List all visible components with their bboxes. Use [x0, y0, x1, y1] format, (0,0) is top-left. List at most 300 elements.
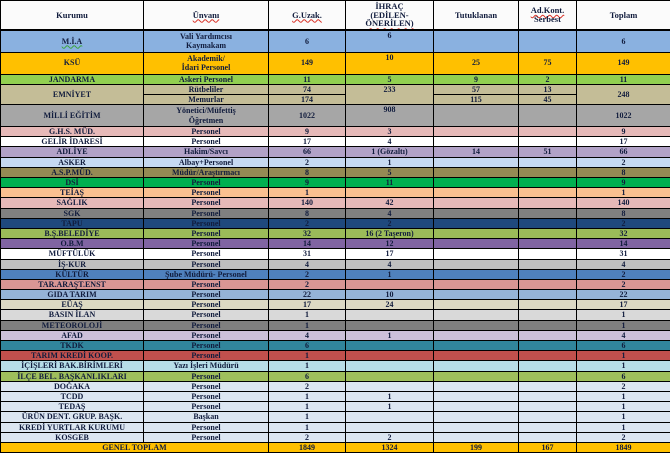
cell-text: 5 — [346, 75, 433, 84]
table-cell — [1, 412, 144, 422]
table-cell — [1, 147, 144, 157]
table-cell — [144, 290, 269, 300]
table-cell — [144, 218, 269, 228]
table-cell — [519, 239, 577, 249]
table-cell — [434, 157, 519, 167]
table-cell — [144, 381, 269, 391]
table-cell — [519, 341, 577, 351]
table-cell — [346, 361, 434, 371]
table-cell — [1, 52, 144, 74]
cell-text: 2 — [577, 433, 670, 442]
header-row — [1, 1, 670, 31]
cell-text: 8 — [269, 209, 345, 218]
table-cell — [577, 371, 670, 381]
cell-text: G.Uzak. — [269, 11, 345, 20]
table-cell — [269, 84, 346, 94]
table-cell — [346, 188, 434, 198]
table-cell — [346, 74, 434, 84]
cell-text: 140 — [269, 198, 345, 207]
table-cell — [519, 178, 577, 188]
table-cell — [269, 157, 346, 167]
table-row — [1, 391, 670, 401]
cell-text: 233 — [346, 85, 433, 94]
cell-text: 1849 — [269, 443, 345, 452]
cell-text: TEDAŞ — [1, 402, 143, 411]
cell-text: JANDARMA — [1, 75, 143, 84]
table-cell — [434, 351, 519, 361]
table-cell — [144, 269, 269, 279]
cell-text: 1 — [346, 392, 433, 401]
table-cell — [577, 412, 670, 422]
table-cell — [1, 208, 144, 218]
table-cell — [1, 381, 144, 391]
table-cell — [1, 105, 144, 127]
table-cell — [1, 402, 144, 412]
table-cell — [1, 330, 144, 340]
table-cell — [269, 228, 346, 238]
table-cell — [269, 147, 346, 157]
cell-text: İdari Personel — [144, 63, 268, 72]
cell-text: METEOROLOJİ — [1, 321, 143, 330]
table-cell — [269, 422, 346, 432]
cell-text: Personel — [144, 260, 268, 269]
table-cell — [1, 178, 144, 188]
table-cell — [434, 178, 519, 188]
table-row — [1, 279, 670, 289]
cell-text: 66 — [577, 147, 670, 156]
cell-text: EMNİYET — [1, 90, 143, 99]
table-cell — [269, 105, 346, 127]
table-cell — [519, 320, 577, 330]
cell-text: Başkan — [144, 412, 268, 421]
table-row — [1, 157, 670, 167]
cell-text: Personel — [144, 137, 268, 146]
table-cell — [434, 381, 519, 391]
cell-text: Personel — [144, 229, 268, 238]
table-cell — [346, 228, 434, 238]
cell-text: 6 — [269, 372, 345, 381]
cell-text: Müdür/Araştırmacı — [144, 168, 268, 177]
cell-text: Serbest — [519, 15, 576, 24]
table-cell — [434, 167, 519, 177]
table-cell — [269, 279, 346, 289]
table-cell — [434, 208, 519, 218]
table-cell — [1, 249, 144, 259]
table-cell — [519, 208, 577, 218]
table-cell — [577, 442, 670, 452]
table-cell — [144, 391, 269, 401]
cell-text: 4 — [346, 209, 433, 218]
table-cell — [346, 412, 434, 422]
cell-text: 75 — [519, 58, 576, 67]
table-cell — [577, 147, 670, 157]
table-cell — [1, 269, 144, 279]
table-cell — [144, 228, 269, 238]
table-cell — [577, 105, 670, 127]
table-cell — [434, 84, 519, 94]
cell-text: GIDA TARIM — [1, 290, 143, 299]
table-cell — [519, 371, 577, 381]
table-cell — [144, 351, 269, 361]
table-cell — [519, 361, 577, 371]
table-cell — [519, 391, 577, 401]
table-header — [1, 1, 670, 31]
table-cell — [144, 94, 269, 104]
table-cell — [1, 300, 144, 310]
cell-text: ASKER — [1, 158, 143, 167]
cell-text: 2 — [519, 75, 576, 84]
table-cell — [519, 412, 577, 422]
cell-text: Personel — [144, 127, 268, 136]
table-cell — [144, 30, 269, 52]
cell-text: 1 — [346, 158, 433, 167]
table-cell — [144, 330, 269, 340]
cell-text: 16 (2 Taşeron) — [346, 229, 433, 238]
cell-text: Personel — [144, 219, 268, 228]
cell-text: 1324 — [346, 443, 433, 452]
table-cell — [434, 412, 519, 422]
table-cell — [1, 198, 144, 208]
cell-text: ÖNERİLEN) — [346, 19, 433, 28]
table-cell — [519, 310, 577, 320]
cell-text: 45 — [519, 95, 576, 104]
cell-text: Kurumu — [1, 11, 143, 20]
column-header — [519, 1, 577, 31]
cell-text: 6 — [346, 31, 433, 40]
cell-text: 32 — [269, 229, 345, 238]
table-cell — [434, 74, 519, 84]
cell-text: Personel — [144, 290, 268, 299]
cell-text: 1 — [577, 392, 670, 401]
table-row — [1, 84, 670, 94]
table-row — [1, 422, 670, 432]
table-cell — [269, 239, 346, 249]
cell-text: Ad.Kont. — [519, 6, 576, 15]
table-cell — [1, 239, 144, 249]
table-cell — [269, 381, 346, 391]
table-cell — [519, 94, 577, 104]
table-cell — [269, 74, 346, 84]
cell-text: Ünvanı — [144, 11, 268, 20]
table-cell — [519, 218, 577, 228]
table-cell — [519, 137, 577, 147]
table-cell — [346, 105, 434, 127]
table-cell — [577, 279, 670, 289]
cell-text: 1 (Gözaltı) — [346, 147, 433, 156]
table-cell — [269, 432, 346, 442]
cell-text: B.Ş.BELEDİYE — [1, 229, 143, 238]
table-row — [1, 167, 670, 177]
cell-text: 1 — [269, 361, 345, 370]
table-row — [1, 442, 670, 452]
table-row — [1, 147, 670, 157]
table-cell — [434, 371, 519, 381]
cell-text: Personel — [144, 249, 268, 258]
cell-text: 14 — [269, 239, 345, 248]
cell-text: 1849 — [577, 443, 670, 452]
table-cell — [144, 84, 269, 94]
table-row — [1, 137, 670, 147]
table-cell — [519, 157, 577, 167]
cell-text: 17 — [577, 137, 670, 146]
table-cell — [269, 351, 346, 361]
cell-text: SGK — [1, 209, 143, 218]
table-cell — [434, 290, 519, 300]
table-cell — [346, 259, 434, 269]
table-cell — [434, 310, 519, 320]
cell-text: 24 — [346, 300, 433, 309]
table-cell — [269, 341, 346, 351]
table-cell — [269, 188, 346, 198]
cell-text: MÜFTÜLÜK — [1, 249, 143, 258]
table-cell — [519, 30, 577, 52]
cell-text: 51 — [519, 147, 576, 156]
table-row — [1, 371, 670, 381]
table-cell — [1, 157, 144, 167]
cell-text: O.B.M — [1, 239, 143, 248]
cell-text: BASIN İLAN — [1, 310, 143, 319]
table-row — [1, 188, 670, 198]
cell-text: 5 — [346, 168, 433, 177]
table-cell — [144, 167, 269, 177]
table-cell — [144, 300, 269, 310]
cell-text: MİLLİ EĞİTİM — [1, 111, 143, 120]
table-cell — [577, 320, 670, 330]
cell-text: 1022 — [577, 111, 670, 120]
cell-text: 11 — [269, 75, 345, 84]
table-cell — [346, 178, 434, 188]
cell-text: 9 — [269, 127, 345, 136]
table-cell — [434, 52, 519, 74]
cell-text: 8 — [577, 168, 670, 177]
cell-text: 9 — [577, 127, 670, 136]
table-cell — [269, 412, 346, 422]
table-row — [1, 351, 670, 361]
cell-text: 10 — [346, 53, 433, 62]
cell-text: 2 — [577, 270, 670, 279]
table-cell — [519, 269, 577, 279]
table-cell — [1, 218, 144, 228]
table-cell — [519, 198, 577, 208]
table-cell — [269, 320, 346, 330]
cell-text: 115 — [434, 95, 518, 104]
cell-text: Personel — [144, 300, 268, 309]
cell-text: Personel — [144, 382, 268, 391]
table-cell — [434, 361, 519, 371]
table-cell — [144, 239, 269, 249]
table-cell — [269, 330, 346, 340]
table-row — [1, 208, 670, 218]
cell-text: İHRAÇ — [346, 2, 433, 11]
table-cell — [269, 259, 346, 269]
table-cell — [269, 30, 346, 52]
table-cell — [1, 391, 144, 401]
cell-text: Personel — [144, 372, 268, 381]
table-cell — [577, 269, 670, 279]
table-cell — [1, 167, 144, 177]
table-cell — [346, 300, 434, 310]
cell-text: 2 — [577, 158, 670, 167]
cell-text: Vali Yardımcısı — [144, 32, 268, 41]
table-cell — [434, 422, 519, 432]
cell-text: Personel — [144, 209, 268, 218]
cell-text: Yönetici/Müfettiş — [144, 106, 268, 115]
table-cell — [519, 74, 577, 84]
table-cell — [144, 320, 269, 330]
table-cell — [519, 127, 577, 137]
table-cell — [144, 157, 269, 167]
table-cell — [144, 147, 269, 157]
table-cell — [1, 279, 144, 289]
cell-text: 6 — [577, 372, 670, 381]
table-cell — [519, 381, 577, 391]
cell-text: ÜRÜN DENT. GRUP. BAŞK. — [1, 412, 143, 421]
table-cell — [577, 290, 670, 300]
table-cell — [1, 310, 144, 320]
table-row — [1, 330, 670, 340]
table-cell — [519, 442, 577, 452]
table-row — [1, 320, 670, 330]
cell-text: Personel — [144, 423, 268, 432]
table-cell — [434, 127, 519, 137]
cell-text: 17 — [577, 300, 670, 309]
table-cell — [519, 300, 577, 310]
cell-text: 22 — [577, 290, 670, 299]
table-cell — [346, 279, 434, 289]
table-row — [1, 412, 670, 422]
cell-text: 13 — [519, 85, 576, 94]
table-cell — [269, 371, 346, 381]
table-cell — [144, 249, 269, 259]
cell-text: TCDD — [1, 392, 143, 401]
cell-text: 140 — [577, 198, 670, 207]
table-cell — [269, 402, 346, 412]
cell-text: 2 — [269, 280, 345, 289]
table-cell — [269, 391, 346, 401]
cell-text: 167 — [519, 443, 576, 452]
cell-text: Personel — [144, 178, 268, 187]
table-cell — [144, 259, 269, 269]
cell-text: Personel — [144, 331, 268, 340]
cell-text: 199 — [434, 443, 518, 452]
table-row — [1, 269, 670, 279]
table-cell — [434, 147, 519, 157]
table-cell — [577, 351, 670, 361]
table-cell — [434, 432, 519, 442]
cell-text: TEİAŞ — [1, 188, 143, 197]
cell-text: 6 — [269, 341, 345, 350]
column-header — [1, 1, 144, 31]
cell-text: 1 — [577, 351, 670, 360]
cell-text: KOSGEB — [1, 433, 143, 442]
table-row — [1, 290, 670, 300]
table-cell — [434, 279, 519, 289]
table-cell — [434, 198, 519, 208]
cell-text: 1022 — [269, 111, 345, 120]
cell-text: 8 — [577, 209, 670, 218]
cell-text: Personel — [144, 188, 268, 197]
table-cell — [346, 137, 434, 147]
cell-text: 3 — [346, 127, 433, 136]
table-cell — [144, 412, 269, 422]
table-cell — [346, 341, 434, 351]
table-row — [1, 228, 670, 238]
table-cell — [577, 381, 670, 391]
cell-text: Personel — [144, 351, 268, 360]
table-cell — [346, 249, 434, 259]
table-cell — [519, 402, 577, 412]
table-cell — [519, 105, 577, 127]
table-cell — [577, 127, 670, 137]
table-cell — [434, 30, 519, 52]
table-cell — [519, 188, 577, 198]
cell-text: 1 — [346, 270, 433, 279]
table-cell — [144, 127, 269, 137]
cell-text: 4 — [577, 260, 670, 269]
table-row — [1, 259, 670, 269]
cell-text: Personel — [144, 341, 268, 350]
table-cell — [434, 105, 519, 127]
cell-text: 2 — [346, 433, 433, 442]
cell-text: Personel — [144, 402, 268, 411]
table-cell — [144, 105, 269, 127]
table-cell — [434, 320, 519, 330]
table-cell — [144, 198, 269, 208]
table-row — [1, 361, 670, 371]
cell-text: 1 — [577, 188, 670, 197]
table-cell — [1, 422, 144, 432]
cell-text: 6 — [269, 37, 345, 46]
cell-text: 248 — [577, 90, 670, 99]
table-cell — [519, 330, 577, 340]
table-cell — [144, 74, 269, 84]
table-cell — [577, 188, 670, 198]
table-cell — [269, 198, 346, 208]
table-cell — [346, 30, 434, 52]
table-cell — [434, 269, 519, 279]
table-cell — [1, 432, 144, 442]
table-row — [1, 239, 670, 249]
cell-text: KSÜ — [1, 58, 143, 67]
table-cell — [434, 239, 519, 249]
column-header — [577, 1, 670, 31]
cell-text: ADLİYE — [1, 147, 143, 156]
table-cell — [577, 391, 670, 401]
cell-text: 1 — [269, 188, 345, 197]
column-header — [269, 1, 346, 31]
table-cell — [434, 259, 519, 269]
cell-text: 22 — [269, 290, 345, 299]
table-cell — [434, 330, 519, 340]
table-cell — [346, 239, 434, 249]
table-cell — [519, 52, 577, 74]
table-cell — [577, 228, 670, 238]
cell-text: 9 — [577, 178, 670, 187]
table-cell — [269, 269, 346, 279]
cell-text: 4 — [346, 137, 433, 146]
table-cell — [577, 402, 670, 412]
table-row — [1, 432, 670, 442]
table-cell — [144, 208, 269, 218]
table-row — [1, 341, 670, 351]
table-cell — [1, 127, 144, 137]
cell-text: 57 — [434, 85, 518, 94]
table-cell — [346, 198, 434, 208]
table-cell — [346, 167, 434, 177]
table-cell — [577, 178, 670, 188]
cell-text: 1 — [346, 331, 433, 340]
cell-text: KREDİ YURTLAR KURUMU — [1, 423, 143, 432]
